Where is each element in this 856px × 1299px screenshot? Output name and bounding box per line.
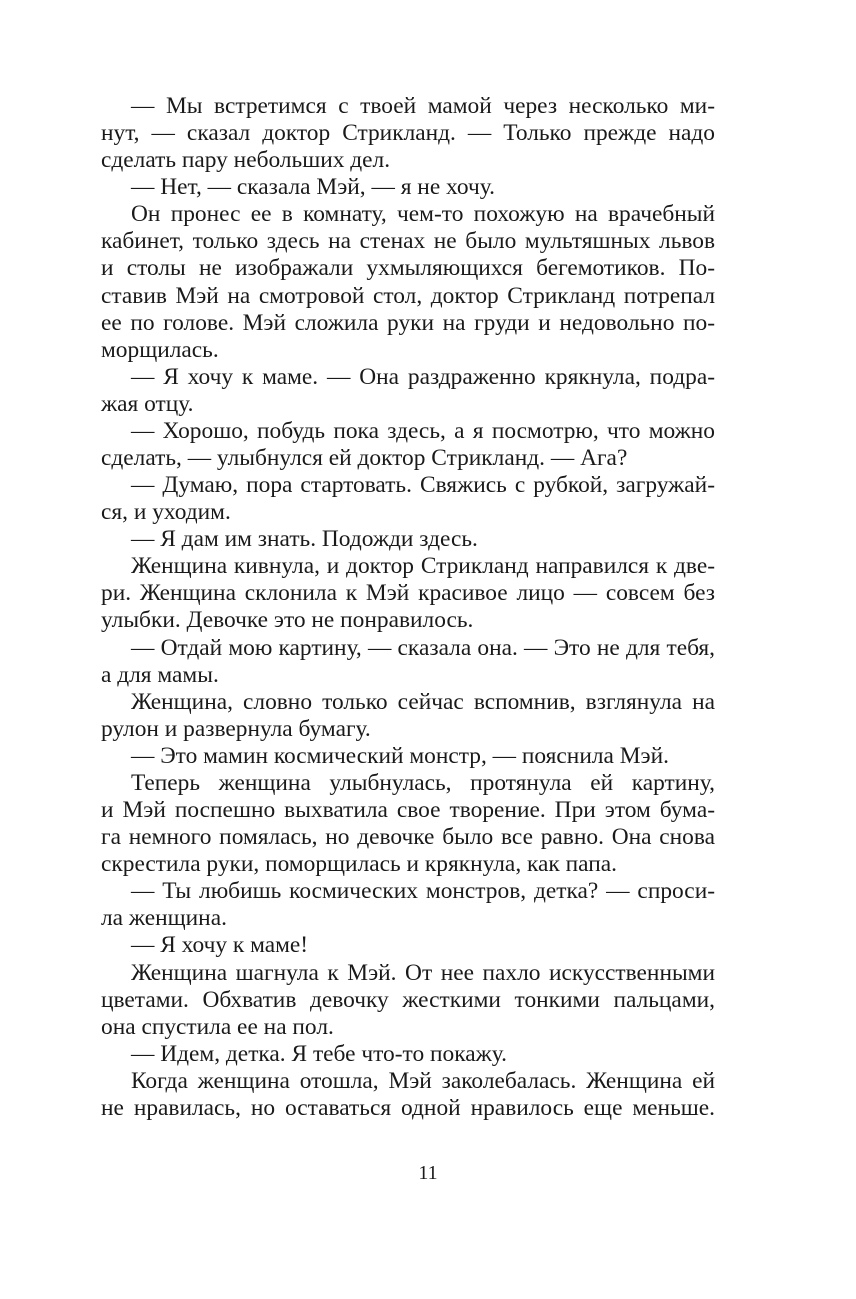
text-line: нут, — сказал доктор Стрикланд. — Только прежде надо bbox=[101, 120, 715, 147]
text-line: ее по голове. Мэй сложила руки на груди и недовольно по- bbox=[101, 309, 715, 336]
text-line: Когда женщина отошла, Мэй заколебалась. Женщина ей bbox=[131, 1067, 715, 1094]
text-line: ла женщина. bbox=[101, 905, 227, 932]
text-line: Он пронес ее в комнату, чем-то похожую на врачебный bbox=[131, 201, 715, 228]
page-number: 11 bbox=[418, 1162, 438, 1184]
text-line: не нравилась, но оставаться одной нравилось еще меньше. bbox=[101, 1094, 715, 1121]
text-line: Женщина шагнула к Мэй. От нее пахло искусственными bbox=[131, 959, 715, 986]
text-line: кабинет, только здесь на стенах не было мультяшных львов bbox=[101, 228, 715, 255]
text-line: цветами. Обхватив девочку жесткими тонкими пальцами, bbox=[101, 986, 715, 1013]
text-line: — Идем, детка. Я тебе что-то покажу. bbox=[131, 1040, 507, 1067]
text-line: ри. Женщина склонила к Мэй красивое лицо — совсем без bbox=[101, 580, 715, 607]
text-line: и столы не изображали ухмыляющихся бегемотиков. По- bbox=[101, 255, 715, 282]
text-line: морщилась. bbox=[101, 336, 219, 363]
text-line: — Мы встретимся с твоей мамой через несколько ми- bbox=[131, 93, 715, 119]
text-line: — Нет, — сказала Мэй, — я не хочу. bbox=[131, 174, 495, 201]
text-line: — Ты любишь космических монстров, детка? — спроси- bbox=[131, 878, 715, 905]
text-line: и Мэй поспешно выхватила свое творение. При этом бума- bbox=[101, 797, 715, 824]
text-line: — Я дам им знать. Подожди здесь. bbox=[131, 526, 478, 553]
text-line: ставив Мэй на смотровой стол, доктор Стрикланд потрепал bbox=[101, 282, 715, 309]
text-line: — Думаю, пора стартовать. Свяжись с рубкой, загружай- bbox=[131, 472, 715, 499]
text-line: а для мамы. bbox=[101, 661, 219, 688]
text-line: скрестила руки, поморщилась и крякнула, как папа. bbox=[101, 851, 617, 878]
text-line: — Это мамин космический монстр, — пояснила Мэй. bbox=[131, 742, 669, 769]
text-line: Женщина, словно только сейчас вспомнив, взглянула на bbox=[131, 688, 715, 715]
text-line: она спустила ее на пол. bbox=[101, 1013, 334, 1040]
text-line: улыбки. Девочке это не понравилось. bbox=[101, 607, 474, 634]
text-line: Женщина кивнула, и доктор Стрикланд направился к две- bbox=[131, 553, 715, 580]
text-line: — Я хочу к маме. — Она раздраженно крякнула, подра- bbox=[131, 363, 715, 390]
text-line: — Отдай мою картину, — сказала она. — Это не для тебя, bbox=[131, 634, 715, 661]
text-line: Теперь женщина улыбнулась, протянула ей картину, bbox=[131, 769, 715, 796]
text-line: ся, и уходим. bbox=[101, 499, 231, 526]
text-line: га немного помялась, но девочке было все равно. Она снова bbox=[101, 824, 715, 851]
text-line: сделать пару небольших дел. bbox=[101, 147, 391, 174]
text-line: жая отцу. bbox=[101, 390, 194, 417]
text-line: сделать, — улыбнулся ей доктор Стрикланд. — Ага? bbox=[101, 445, 628, 472]
page-body-text bbox=[101, 93, 715, 1122]
text-line: — Хорошо, побудь пока здесь, а я посмотрю, что можно bbox=[131, 417, 715, 444]
text-line: — Я хочу к маме! bbox=[131, 932, 309, 959]
text-line: рулон и развернула бумагу. bbox=[101, 715, 371, 742]
